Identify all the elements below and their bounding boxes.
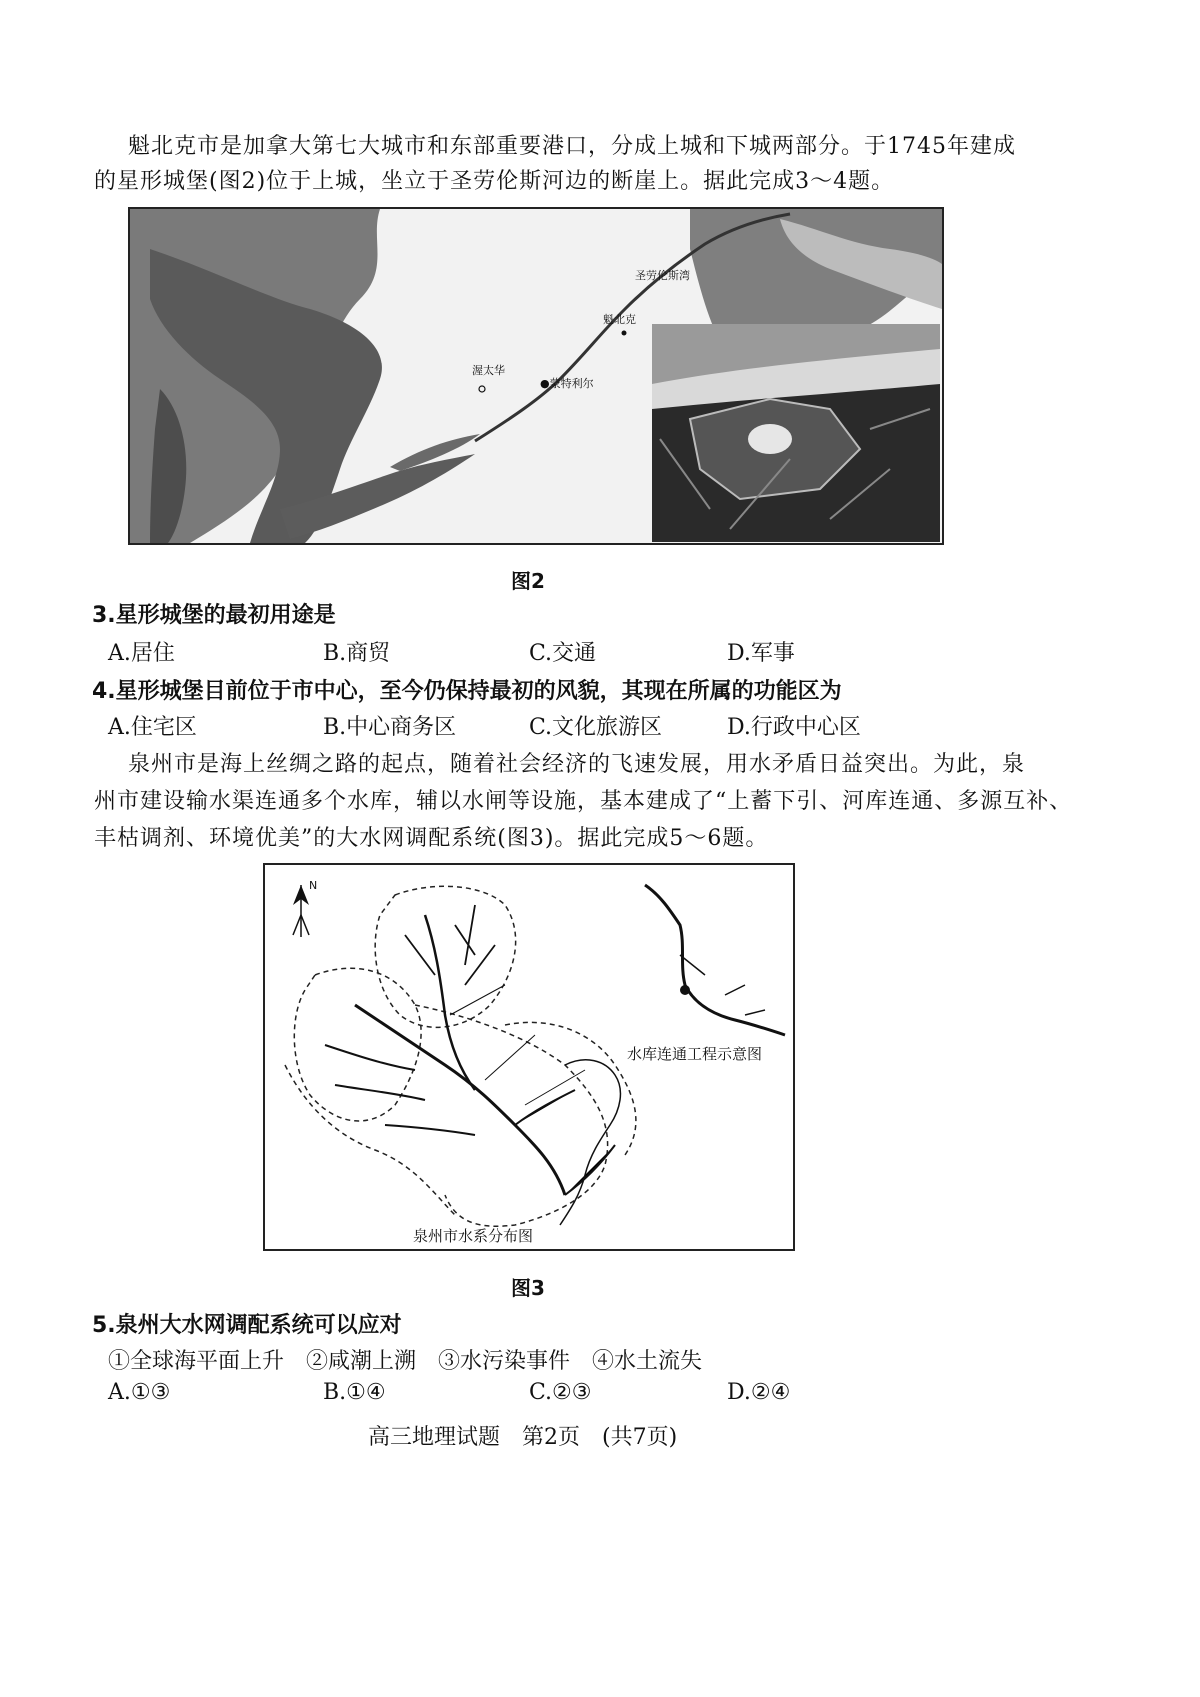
passage1-line1: 魁北克市是加拿大第七大城市和东部重要港口，分成上城和下城两部分。于1745年建成 xyxy=(128,134,1016,159)
label-montreal: ●蒙特利尔 xyxy=(540,377,594,390)
question-5-items: ①全球海平面上升 ②咸潮上溯 ③水污染事件 ④水土流失 xyxy=(108,1349,703,1374)
question-3-option-a: A.居住 xyxy=(108,641,175,666)
question-5-option-b: B.①④ xyxy=(323,1380,386,1405)
question-3-option-b: B.商贸 xyxy=(323,641,391,666)
question-4-option-c: C.文化旅游区 xyxy=(529,715,663,740)
question-3-option-d: D.军事 xyxy=(727,641,795,666)
passage2-line2: 州市建设输水渠连通多个水库，辅以水闸等设施，基本建成了“上蓄下引、河库连通、多源互补、 xyxy=(94,789,1073,814)
quanzhou-water-map xyxy=(265,865,793,1249)
question-4-option-a: A.住宅区 xyxy=(108,715,197,740)
question-4-option-d: D.行政中心区 xyxy=(727,715,861,740)
main-map-title: 泉州市水系分布图 xyxy=(413,1227,534,1245)
question-4-stem: 4.星形城堡目前位于市中心，至今仍保持最初的风貌，其现在所属的功能区为 xyxy=(92,679,842,704)
figure-2-caption: 图2 xyxy=(511,569,545,593)
passage1-line2: 的星形城堡(图2)位于上城，坐立于圣劳伦斯河边的断崖上。据此完成3～4题。 xyxy=(94,169,895,194)
question-5-option-d: D.②④ xyxy=(727,1380,791,1405)
question-4-option-b: B.中心商务区 xyxy=(323,715,457,740)
inset-title: 水库连通工程示意图 xyxy=(627,1045,763,1063)
question-5-option-a: A.①③ xyxy=(108,1380,171,1405)
figure-3-caption: 图3 xyxy=(511,1276,545,1300)
passage2-line1: 泉州市是海上丝绸之路的起点，随着社会经济的飞速发展，用水矛盾日益突出。为此，泉 xyxy=(128,752,1026,777)
label-quebec: 魁北克 xyxy=(603,313,636,326)
figure-3-map xyxy=(263,863,795,1251)
question-5-stem: 5.泉州大水网调配系统可以应对 xyxy=(92,1313,402,1338)
great-lakes-map xyxy=(130,209,942,543)
label-ottawa: 渥太华 xyxy=(472,364,505,377)
figure-2-map xyxy=(128,207,944,545)
label-gulf: 圣劳伦斯湾 xyxy=(635,269,690,282)
question-3-option-c: C.交通 xyxy=(529,641,597,666)
question-5-option-c: C.②③ xyxy=(529,1380,592,1405)
north-label: N xyxy=(309,879,318,892)
passage2-line3: 丰枯调剂、环境优美”的大水网调配系统(图3)。据此完成5～6题。 xyxy=(94,826,769,851)
page-footer: 高三地理试题 第2页 (共7页) xyxy=(368,1425,678,1450)
question-3-stem: 3.星形城堡的最初用途是 xyxy=(92,603,336,628)
